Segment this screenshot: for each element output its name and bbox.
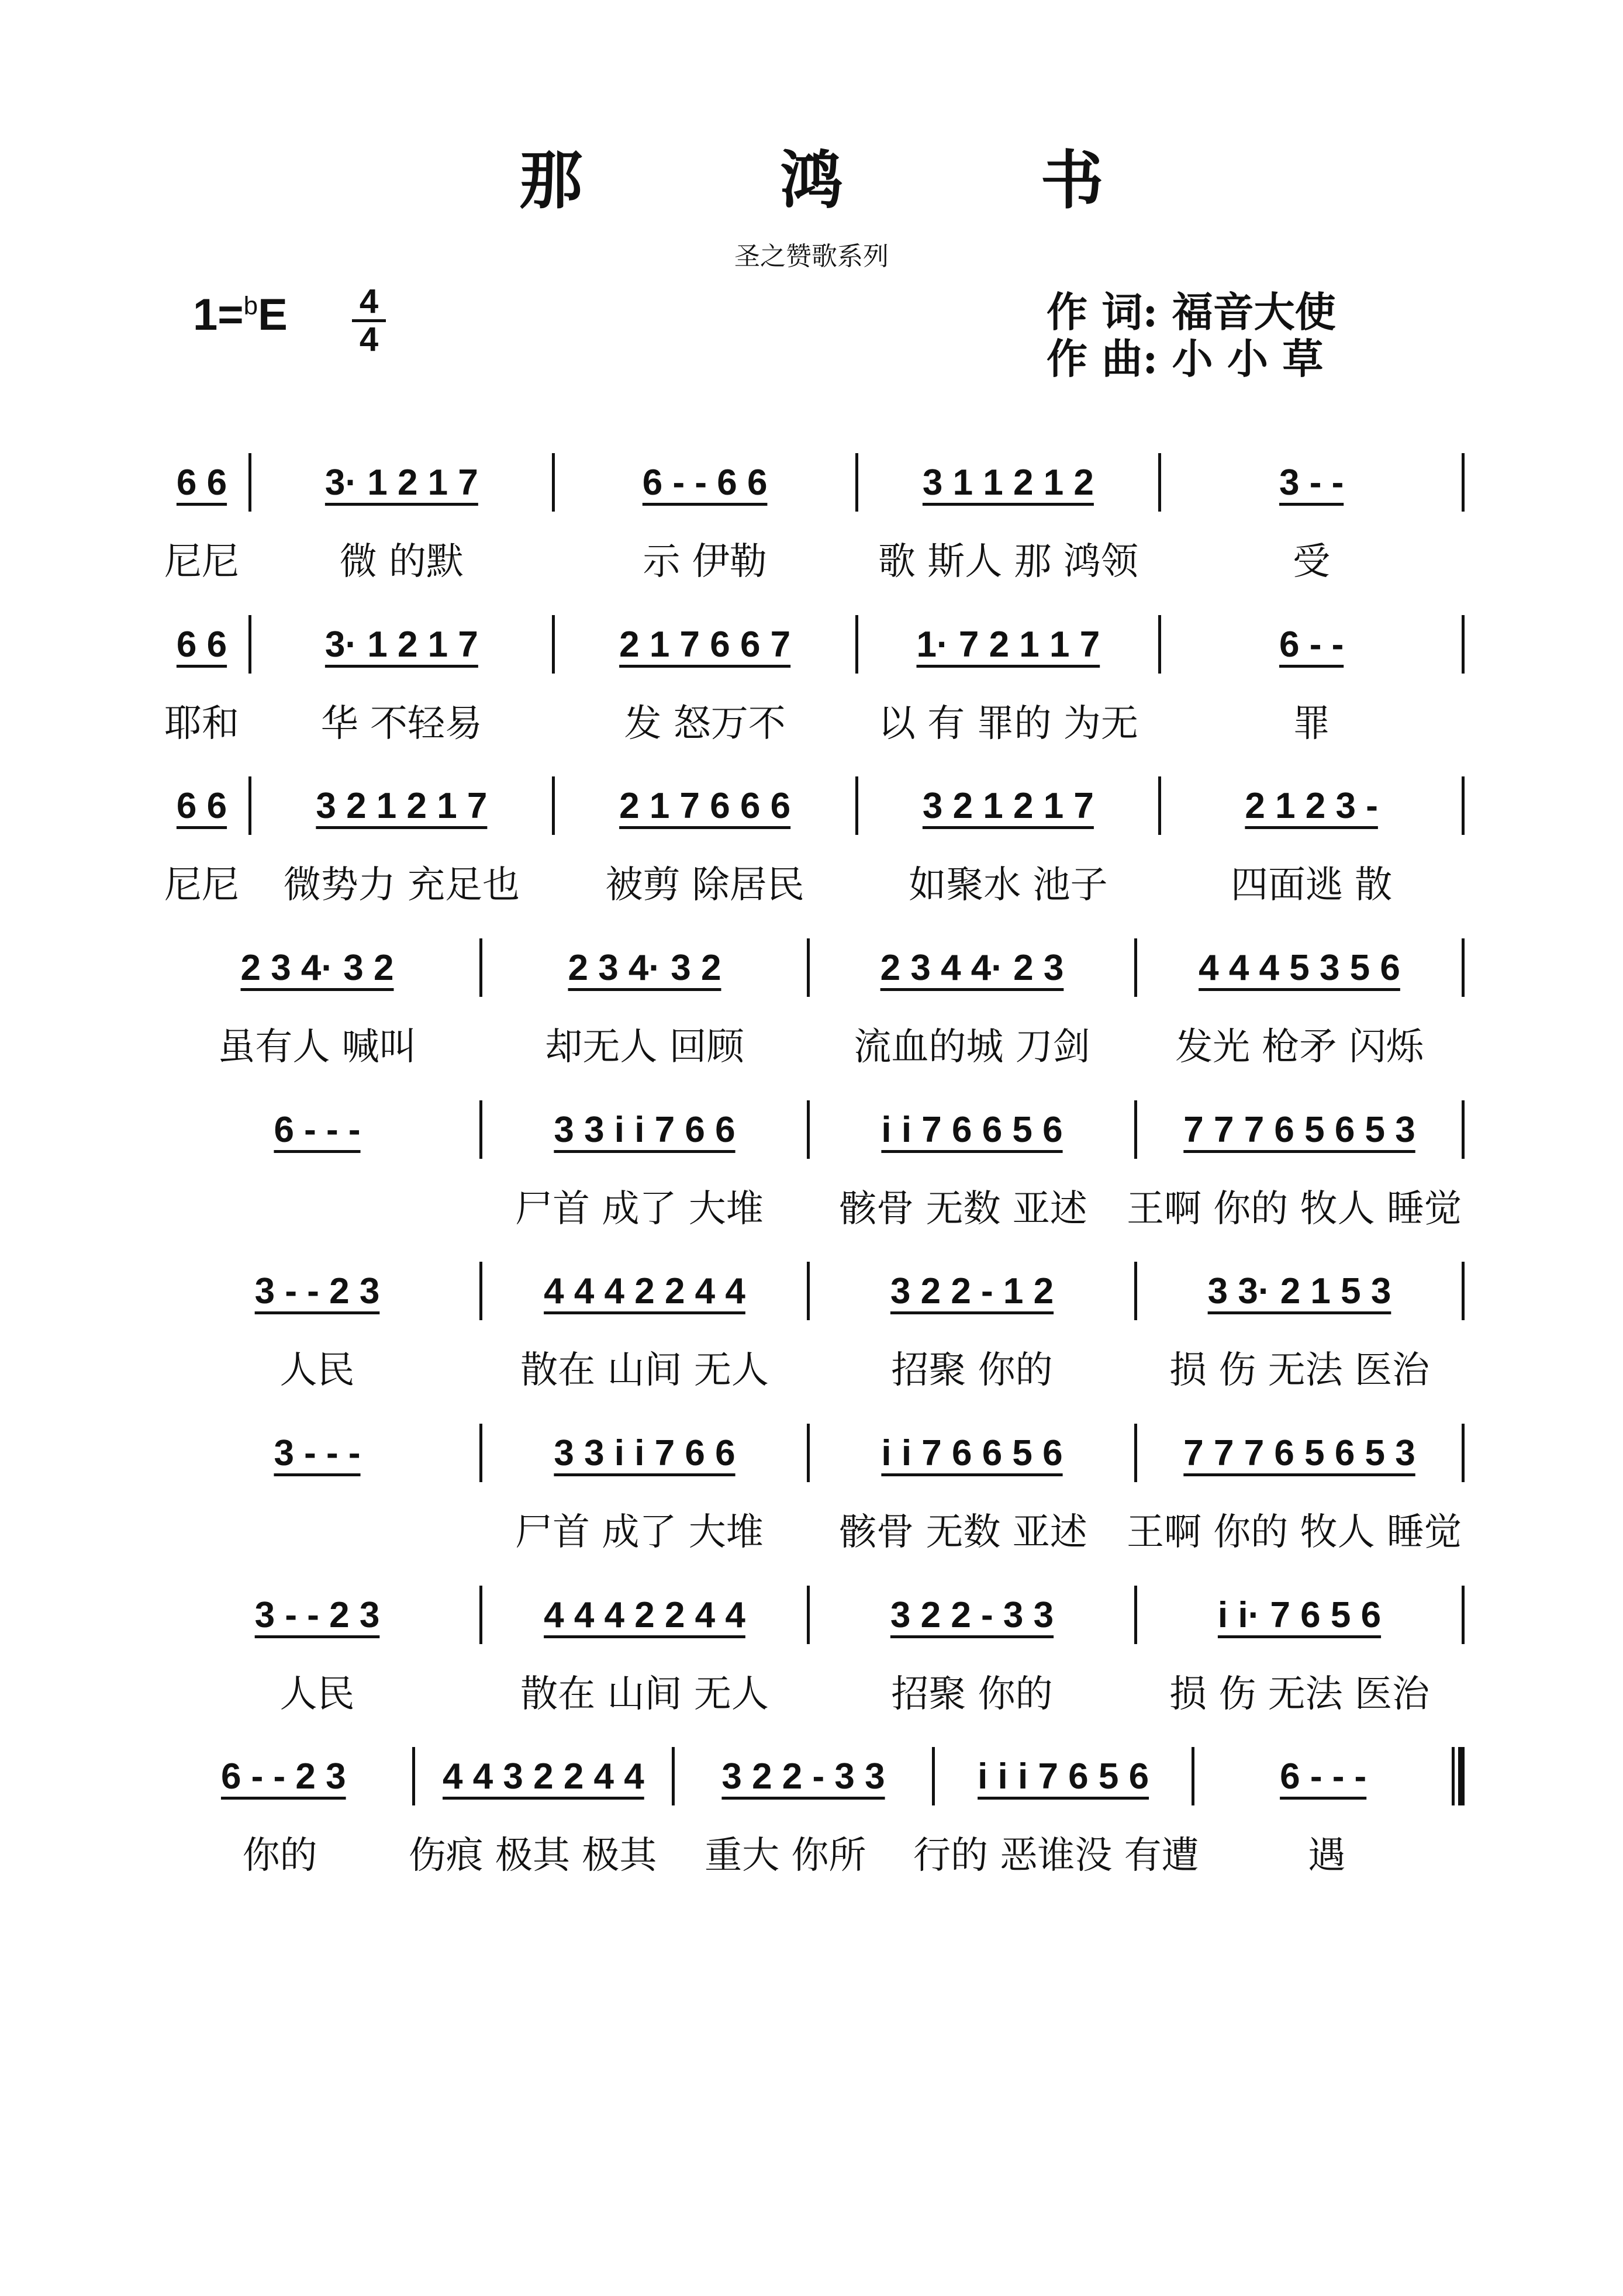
measure: 3· 1 2 1 7 — [324, 462, 478, 503]
measure: 7 7 7 6 5 6 5 3 — [1183, 1432, 1415, 1473]
key-signature — [193, 289, 288, 340]
lyrics-row — [155, 1341, 1465, 1393]
barline — [1462, 1586, 1465, 1644]
lyric-segment: 华 不轻易 — [320, 702, 483, 745]
lyric-segment: 行的 恶谁没 有遭 — [913, 1834, 1199, 1877]
measure: 4 4 4 2 2 4 4 — [544, 1270, 745, 1311]
lyric-segment: 虽有人 喊叫 — [217, 1026, 417, 1069]
pickup-notes: 6 6 — [176, 785, 227, 826]
lyric-segment: 四面逃 散 — [1230, 864, 1393, 907]
lyric-segment: 散在 山间 无人 — [520, 1673, 769, 1716]
measure: 3 2 2 - 3 3 — [721, 1756, 885, 1797]
lyric-segment: 微势力 充足也 — [283, 864, 520, 907]
measure: 6 - - 6 6 — [642, 462, 768, 503]
lyric-segment: 受 — [1293, 540, 1331, 584]
time-bottom: 4 — [359, 320, 379, 358]
pickup-lyric: 尼尼 — [164, 864, 239, 907]
lyric-segment: 骸骨 无数 亚述 — [839, 1511, 1087, 1554]
lyrics-row — [155, 694, 1465, 747]
barline — [1462, 1262, 1465, 1320]
measure: 7 7 7 6 5 6 5 3 — [1183, 1109, 1415, 1150]
measure: 2 1 2 3 - — [1245, 785, 1378, 826]
measure: 6 - - - — [1280, 1756, 1367, 1797]
lyric-segment: 骸骨 无数 亚述 — [839, 1187, 1087, 1231]
lyric-segment: 重大 你所 — [705, 1834, 866, 1877]
lyrics-row — [155, 855, 1465, 908]
measure: 6 - - — [1279, 624, 1344, 665]
barline — [1462, 938, 1465, 997]
lyric-segment: 王啊 你的 牧人 睡觉 — [1126, 1511, 1462, 1554]
measure: i i i 7 6 5 6 — [978, 1756, 1149, 1797]
key-note: E — [258, 290, 288, 340]
pickup-notes: 6 6 — [176, 624, 227, 665]
lyric-segment: 人民 — [279, 1349, 355, 1392]
measure: 6 - - - — [274, 1109, 361, 1150]
lyrics-row — [155, 1179, 1465, 1232]
notation-row — [155, 618, 1465, 671]
lyric-segment: 伤痕 极其 极其 — [408, 1834, 657, 1877]
barline — [1462, 776, 1465, 835]
notation-row — [155, 779, 1465, 832]
lyric-segment: 损 伤 无法 医治 — [1169, 1349, 1430, 1392]
notation-row — [155, 1103, 1465, 1156]
measure: 1· 7 2 1 1 7 — [916, 624, 1100, 665]
final-barline — [1452, 1747, 1465, 1805]
measure: 6 - - 2 3 — [220, 1756, 346, 1797]
lyric-segment: 以 有 罪的 为无 — [878, 702, 1138, 745]
notation-row — [155, 456, 1465, 509]
lyric-segment: 损 伤 无法 医治 — [1169, 1673, 1430, 1716]
measure: 2 3 4· 3 2 — [568, 947, 721, 988]
lyrics-row — [155, 1017, 1465, 1070]
lyric-segment: 罪 — [1293, 702, 1331, 745]
measure: 3 - - — [1279, 462, 1344, 503]
pickup-lyric: 尼尼 — [164, 540, 239, 584]
lyric-segment: 招聚 你的 — [891, 1349, 1053, 1392]
measure: 2 1 7 6 6 6 — [619, 785, 791, 826]
notation-row — [155, 1265, 1465, 1317]
notation-row — [155, 1589, 1465, 1641]
measure: 4 4 3 2 2 4 4 — [443, 1756, 644, 1797]
series-label: 圣之赞歌系列 — [734, 241, 889, 271]
time-signature — [348, 282, 389, 358]
song-title: 那 鸿 书 — [519, 144, 1192, 217]
measure: 3 - - 2 3 — [254, 1594, 380, 1635]
measure: 3 2 2 - 1 2 — [890, 1270, 1054, 1311]
measure: 2 1 7 6 6 7 — [619, 624, 791, 665]
measure: 3 1 1 2 1 2 — [922, 462, 1094, 503]
lyricist-credit: 作 词: 福音大使 — [1047, 288, 1336, 336]
barline — [1462, 453, 1465, 512]
lyric-segment: 招聚 你的 — [891, 1673, 1053, 1716]
measure: 2 3 4 4· 2 3 — [880, 947, 1064, 988]
lyric-segment: 发 怒万不 — [624, 702, 786, 745]
measure: 3· 1 2 1 7 — [324, 624, 478, 665]
lyric-segment: 遇 — [1308, 1834, 1346, 1877]
notation-row — [155, 1750, 1465, 1803]
measure: 3 2 1 2 1 7 — [316, 785, 488, 826]
key-prefix: 1= — [193, 290, 244, 340]
lyric-segment: 微 的默 — [339, 540, 464, 584]
measure: 3 3 i i 7 6 6 — [554, 1109, 735, 1150]
lyric-segment: 示 伊勒 — [643, 540, 767, 584]
barline — [1462, 1424, 1465, 1482]
pickup-notes: 6 6 — [176, 462, 227, 503]
lyric-segment: 流血的城 刀剑 — [854, 1026, 1090, 1069]
time-top: 4 — [359, 282, 379, 320]
notation-row — [155, 941, 1465, 994]
measure: 3 - - 2 3 — [254, 1270, 380, 1311]
pickup-lyric: 耶和 — [164, 702, 239, 745]
lyrics-row — [155, 532, 1465, 585]
measure: i i· 7 6 5 6 — [1217, 1594, 1382, 1635]
lyric-segment: 发光 枪矛 闪烁 — [1175, 1026, 1424, 1069]
measure: 4 4 4 2 2 4 4 — [544, 1594, 745, 1635]
lyric-segment: 如聚水 池子 — [909, 864, 1108, 907]
measure: 3 3 i i 7 6 6 — [554, 1432, 735, 1473]
lyrics-row — [155, 1826, 1465, 1879]
lyric-segment: 歌 斯人 那 鸿领 — [878, 540, 1138, 584]
lyric-segment: 被剪 除居民 — [605, 864, 804, 907]
composer-credit: 作 曲: 小 小 草 — [1047, 334, 1324, 383]
lyric-segment: 人民 — [279, 1673, 355, 1716]
measure: 3 2 1 2 1 7 — [922, 785, 1094, 826]
lyrics-row — [155, 1503, 1465, 1555]
measure: 4 4 4 5 3 5 6 — [1199, 947, 1400, 988]
lyric-segment: 尸首 成了 大堆 — [515, 1511, 764, 1554]
lyric-segment: 却无人 回顾 — [545, 1026, 744, 1069]
measure: i i 7 6 6 5 6 — [881, 1432, 1063, 1473]
measure: 2 3 4· 3 2 — [240, 947, 394, 988]
measure: 3 3· 2 1 5 3 — [1207, 1270, 1391, 1311]
lyric-segment: 散在 山间 无人 — [520, 1349, 769, 1392]
barline — [1462, 1100, 1465, 1159]
notation-row — [155, 1427, 1465, 1479]
measure: 3 - - - — [274, 1432, 361, 1473]
flat-sign: b — [243, 291, 258, 320]
lyrics-row — [155, 1665, 1465, 1717]
barline — [1462, 615, 1465, 674]
measure: i i 7 6 6 5 6 — [881, 1109, 1063, 1150]
lyric-segment: 王啊 你的 牧人 睡觉 — [1126, 1187, 1462, 1231]
lyric-segment: 你的 — [242, 1834, 317, 1877]
lyric-segment: 尸首 成了 大堆 — [515, 1187, 764, 1231]
measure: 3 2 2 - 3 3 — [890, 1594, 1054, 1635]
